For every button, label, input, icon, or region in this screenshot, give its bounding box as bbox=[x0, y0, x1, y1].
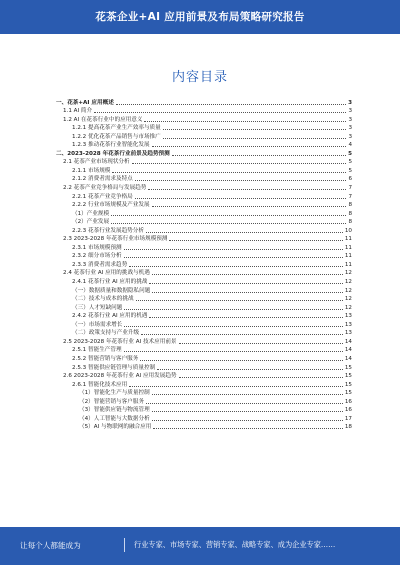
toc-entry-label: 2.5.2 智能营销与客户服务 bbox=[72, 355, 139, 362]
toc-entry-label: 2.6 2023-2028 年花茶行业 AI 应用发展趋势 bbox=[63, 373, 177, 380]
toc-entry-label: （5）AI 与物联网的融合应用 bbox=[79, 424, 152, 431]
footer-slogan: 让每个人都能成为 bbox=[20, 541, 81, 550]
toc-entry-page: 12 bbox=[344, 270, 352, 277]
toc-entry-label: （2）产业发展 bbox=[72, 219, 110, 226]
toc-entry-page: 12 bbox=[344, 279, 352, 286]
toc-leader-dots bbox=[146, 232, 343, 233]
toc-entry[interactable] bbox=[56, 166, 352, 175]
toc-entry[interactable] bbox=[56, 260, 352, 269]
toc-leader-dots bbox=[116, 104, 346, 105]
toc-leader-dots bbox=[136, 300, 343, 301]
toc-entry-page: 8 bbox=[348, 202, 352, 209]
toc-entry[interactable] bbox=[56, 141, 352, 150]
toc-leader-dots bbox=[132, 163, 347, 164]
toc-entry-label: 1.2.3 推动花茶行业智能化发展 bbox=[72, 142, 150, 149]
toc-entry-page: 12 bbox=[344, 304, 352, 311]
toc-leader-dots bbox=[172, 155, 346, 156]
toc-entry-page: 16 bbox=[344, 398, 352, 405]
toc-leader-dots bbox=[152, 274, 343, 275]
toc-entry-page: 11 bbox=[344, 261, 352, 268]
toc-entry[interactable] bbox=[56, 226, 352, 235]
toc-entry[interactable] bbox=[56, 277, 352, 286]
toc-entry-label: 2.2.1 花茶产业竞争格局 bbox=[72, 193, 133, 200]
table-of-contents bbox=[56, 98, 352, 431]
toc-entry-page: 17 bbox=[344, 415, 352, 422]
toc-entry-label: （三）人才短缺问题 bbox=[72, 304, 123, 311]
toc-entry[interactable] bbox=[56, 107, 352, 116]
toc-entry[interactable] bbox=[56, 337, 352, 346]
toc-entry-page: 11 bbox=[344, 236, 352, 243]
toc-entry-label: 2.5 2023-2028 年花茶行业 AI 技术应用前景 bbox=[63, 338, 177, 345]
toc-entry[interactable] bbox=[56, 312, 352, 321]
toc-entry-label: 2.3.2 细分市场分析 bbox=[72, 253, 122, 260]
toc-entry[interactable] bbox=[56, 303, 352, 312]
toc-leader-dots bbox=[163, 138, 347, 139]
toc-leader-dots bbox=[153, 428, 343, 429]
toc-entry-page: 8 bbox=[348, 219, 352, 226]
toc-entry-label: （一）数据质量和数据隐私问题 bbox=[72, 287, 151, 294]
toc-entry-page: 11 bbox=[344, 244, 352, 251]
toc-entry-label: （1）产业规模 bbox=[72, 210, 110, 217]
toc-entry-page: 13 bbox=[344, 330, 352, 337]
toc-entry-page: 18 bbox=[344, 424, 352, 431]
toc-entry[interactable] bbox=[56, 406, 352, 415]
toc-entry-label: 2.2.3 花茶行业发展趋势分析 bbox=[72, 227, 144, 234]
toc-entry-label: 2.4 花茶行业 AI 应用的挑战与机遇 bbox=[63, 270, 150, 277]
toc-entry[interactable] bbox=[56, 124, 352, 133]
toc-leader-dots bbox=[152, 420, 343, 421]
toc-entry-page: 4 bbox=[348, 142, 352, 149]
toc-leader-dots bbox=[124, 351, 343, 352]
toc-entry[interactable] bbox=[56, 372, 352, 381]
toc-entry-page: 15 bbox=[344, 364, 352, 371]
toc-entry-page: 7 bbox=[348, 185, 352, 192]
toc-leader-dots bbox=[112, 172, 346, 173]
toc-entry[interactable] bbox=[56, 320, 352, 329]
toc-leader-dots bbox=[152, 411, 343, 412]
toc-entry-label: 2.1.2 消费者需求及特点 bbox=[72, 176, 133, 183]
footer-divider bbox=[124, 538, 125, 552]
toc-entry[interactable] bbox=[56, 252, 352, 261]
toc-leader-dots bbox=[135, 180, 347, 181]
toc-entry-label: 2.3 2023-2028 年花茶行业市场规模预测 bbox=[63, 236, 168, 243]
toc-entry[interactable] bbox=[56, 201, 352, 210]
toc-entry[interactable] bbox=[56, 115, 352, 124]
toc-entry-page: 16 bbox=[344, 407, 352, 414]
toc-entry-page: 15 bbox=[344, 390, 352, 397]
toc-entry[interactable] bbox=[56, 295, 352, 304]
toc-leader-dots bbox=[179, 343, 343, 344]
toc-entry-page: 6 bbox=[348, 176, 352, 183]
toc-entry-page: 14 bbox=[344, 347, 352, 354]
toc-entry-page: 13 bbox=[344, 313, 352, 320]
toc-leader-dots bbox=[135, 198, 347, 199]
toc-leader-dots bbox=[124, 257, 343, 258]
toc-entry[interactable] bbox=[56, 243, 352, 252]
toc-leader-dots bbox=[152, 206, 347, 207]
toc-entry-label: （一）市场需求增长 bbox=[72, 321, 123, 328]
toc-heading: 内容目录 bbox=[171, 70, 228, 85]
toc-leader-dots bbox=[111, 215, 346, 216]
toc-leader-dots bbox=[157, 369, 343, 370]
toc-leader-dots bbox=[152, 146, 347, 147]
toc-entry[interactable] bbox=[56, 363, 352, 372]
toc-leader-dots bbox=[124, 326, 343, 327]
toc-entry-label: （4）人工智能与大数据分析 bbox=[79, 415, 150, 422]
toc-entry[interactable] bbox=[56, 183, 352, 192]
toc-entry-page: 3 bbox=[348, 108, 352, 115]
toc-leader-dots bbox=[129, 266, 343, 267]
toc-entry-label: （2）智能营销与客户服务 bbox=[79, 398, 145, 405]
toc-leader-dots bbox=[124, 249, 343, 250]
toc-entry-label: 2.4.2 花茶行业 AI 应用的机遇 bbox=[72, 313, 148, 320]
toc-leader-dots bbox=[149, 317, 342, 318]
toc-entry-label: （3）智能供应链与物流管理 bbox=[79, 407, 150, 414]
toc-entry[interactable] bbox=[56, 218, 352, 227]
toc-entry[interactable] bbox=[56, 423, 352, 432]
toc-entry-page: 5 bbox=[348, 167, 352, 174]
header-bar bbox=[0, 0, 400, 34]
toc-leader-dots bbox=[148, 189, 346, 190]
toc-entry-page: 3 bbox=[348, 116, 352, 123]
toc-entry[interactable] bbox=[56, 329, 352, 338]
toc-leader-dots bbox=[152, 292, 343, 293]
toc-leader-dots bbox=[146, 403, 343, 404]
toc-entry-label: 2.2 花茶产业竞争格局与发展趋势 bbox=[63, 185, 147, 192]
toc-entry-label: 2.6.1 智能化技术应用 bbox=[72, 381, 128, 388]
toc-entry-label: 1.2.2 优化花茶产品销售与市场推广 bbox=[72, 133, 161, 140]
toc-entry-label: 一、花茶+AI 应用概述 bbox=[56, 99, 114, 106]
toc-entry-label: 2.5.3 智能供应链管理与质量控制 bbox=[72, 364, 156, 371]
toc-entry[interactable] bbox=[56, 354, 352, 363]
toc-entry-label: 2.5.1 智能生产管理 bbox=[72, 347, 122, 354]
report-title: 花茶企业+AI 应用前景及布局策略研究报告 bbox=[95, 11, 305, 23]
toc-leader-dots bbox=[152, 394, 343, 395]
toc-entry-page: 5 bbox=[348, 159, 352, 166]
toc-leader-dots bbox=[179, 377, 343, 378]
toc-entry-page: 12 bbox=[344, 287, 352, 294]
toc-leader-dots bbox=[129, 386, 343, 387]
toc-entry[interactable] bbox=[56, 389, 352, 398]
toc-entry-label: （1）智能化生产与质量控制 bbox=[79, 390, 150, 397]
toc-leader-dots bbox=[144, 121, 346, 122]
toc-entry[interactable] bbox=[56, 192, 352, 201]
toc-leader-dots bbox=[149, 283, 342, 284]
toc-entry-page: 15 bbox=[344, 373, 352, 380]
toc-entry[interactable] bbox=[56, 414, 352, 423]
toc-entry-label: （二）技术与成本的挑战 bbox=[72, 296, 134, 303]
toc-entry-label: 二、2023-2028 年花茶行业前景及趋势预测 bbox=[56, 150, 170, 157]
toc-entry-page: 3 bbox=[348, 133, 352, 140]
toc-entry-label: 2.3.1 市场规模预测 bbox=[72, 244, 122, 251]
toc-entry[interactable] bbox=[56, 269, 352, 278]
toc-entry[interactable] bbox=[56, 158, 352, 167]
toc-entry[interactable] bbox=[56, 132, 352, 141]
toc-entry-label: 2.1 花茶产业市场现状分析 bbox=[63, 159, 130, 166]
toc-entry-page: 5 bbox=[348, 150, 352, 157]
toc-entry[interactable] bbox=[56, 346, 352, 355]
toc-entry-page: 13 bbox=[344, 321, 352, 328]
toc-leader-dots bbox=[163, 129, 347, 130]
toc-entry[interactable] bbox=[56, 209, 352, 218]
toc-leader-dots bbox=[141, 334, 343, 335]
toc-entry-label: 2.4.1 花茶行业 AI 应用的挑战 bbox=[72, 279, 148, 286]
footer-bar bbox=[0, 527, 400, 565]
toc-entry-label: 2.1.1 市场规模 bbox=[72, 167, 111, 174]
toc-entry-page: 7 bbox=[348, 193, 352, 200]
toc-entry[interactable] bbox=[56, 397, 352, 406]
toc-entry[interactable] bbox=[56, 235, 352, 244]
footer-experts: 行业专家、市场专家、营销专家、战略专家、成为企业专家…… bbox=[134, 540, 336, 549]
toc-entry[interactable] bbox=[56, 380, 352, 389]
toc-leader-dots bbox=[140, 360, 343, 361]
toc-entry-page: 3 bbox=[348, 99, 352, 106]
toc-entry-page: 10 bbox=[344, 227, 352, 234]
toc-entry-page: 15 bbox=[344, 381, 352, 388]
toc-leader-dots bbox=[169, 240, 342, 241]
toc-entry[interactable] bbox=[56, 175, 352, 184]
toc-leader-dots bbox=[111, 223, 346, 224]
toc-entry-label: 2.3.3 消费者需求趋势 bbox=[72, 261, 128, 268]
toc-entry-label: 1.1 AI 简介 bbox=[63, 108, 93, 115]
toc-entry-label: 1.2 AI 在花茶行业中的应用意义 bbox=[63, 116, 143, 123]
toc-leader-dots bbox=[124, 309, 343, 310]
toc-entry[interactable] bbox=[56, 149, 352, 158]
toc-entry[interactable] bbox=[56, 98, 352, 107]
toc-entry-page: 12 bbox=[344, 296, 352, 303]
toc-leader-dots bbox=[94, 112, 346, 113]
toc-entry-page: 3 bbox=[348, 125, 352, 132]
toc-entry-label: （二）政策支持与产业升级 bbox=[72, 330, 140, 337]
toc-entry-page: 11 bbox=[344, 253, 352, 260]
toc-entry-page: 14 bbox=[344, 355, 352, 362]
toc-entry-label: 1.2.1 提高花茶产业生产效率与质量 bbox=[72, 125, 161, 132]
toc-entry[interactable] bbox=[56, 286, 352, 295]
toc-entry-page: 8 bbox=[348, 210, 352, 217]
toc-entry-label: 2.2.2 行业市场规模及产业发展 bbox=[72, 202, 150, 209]
toc-entry-page: 14 bbox=[344, 338, 352, 345]
